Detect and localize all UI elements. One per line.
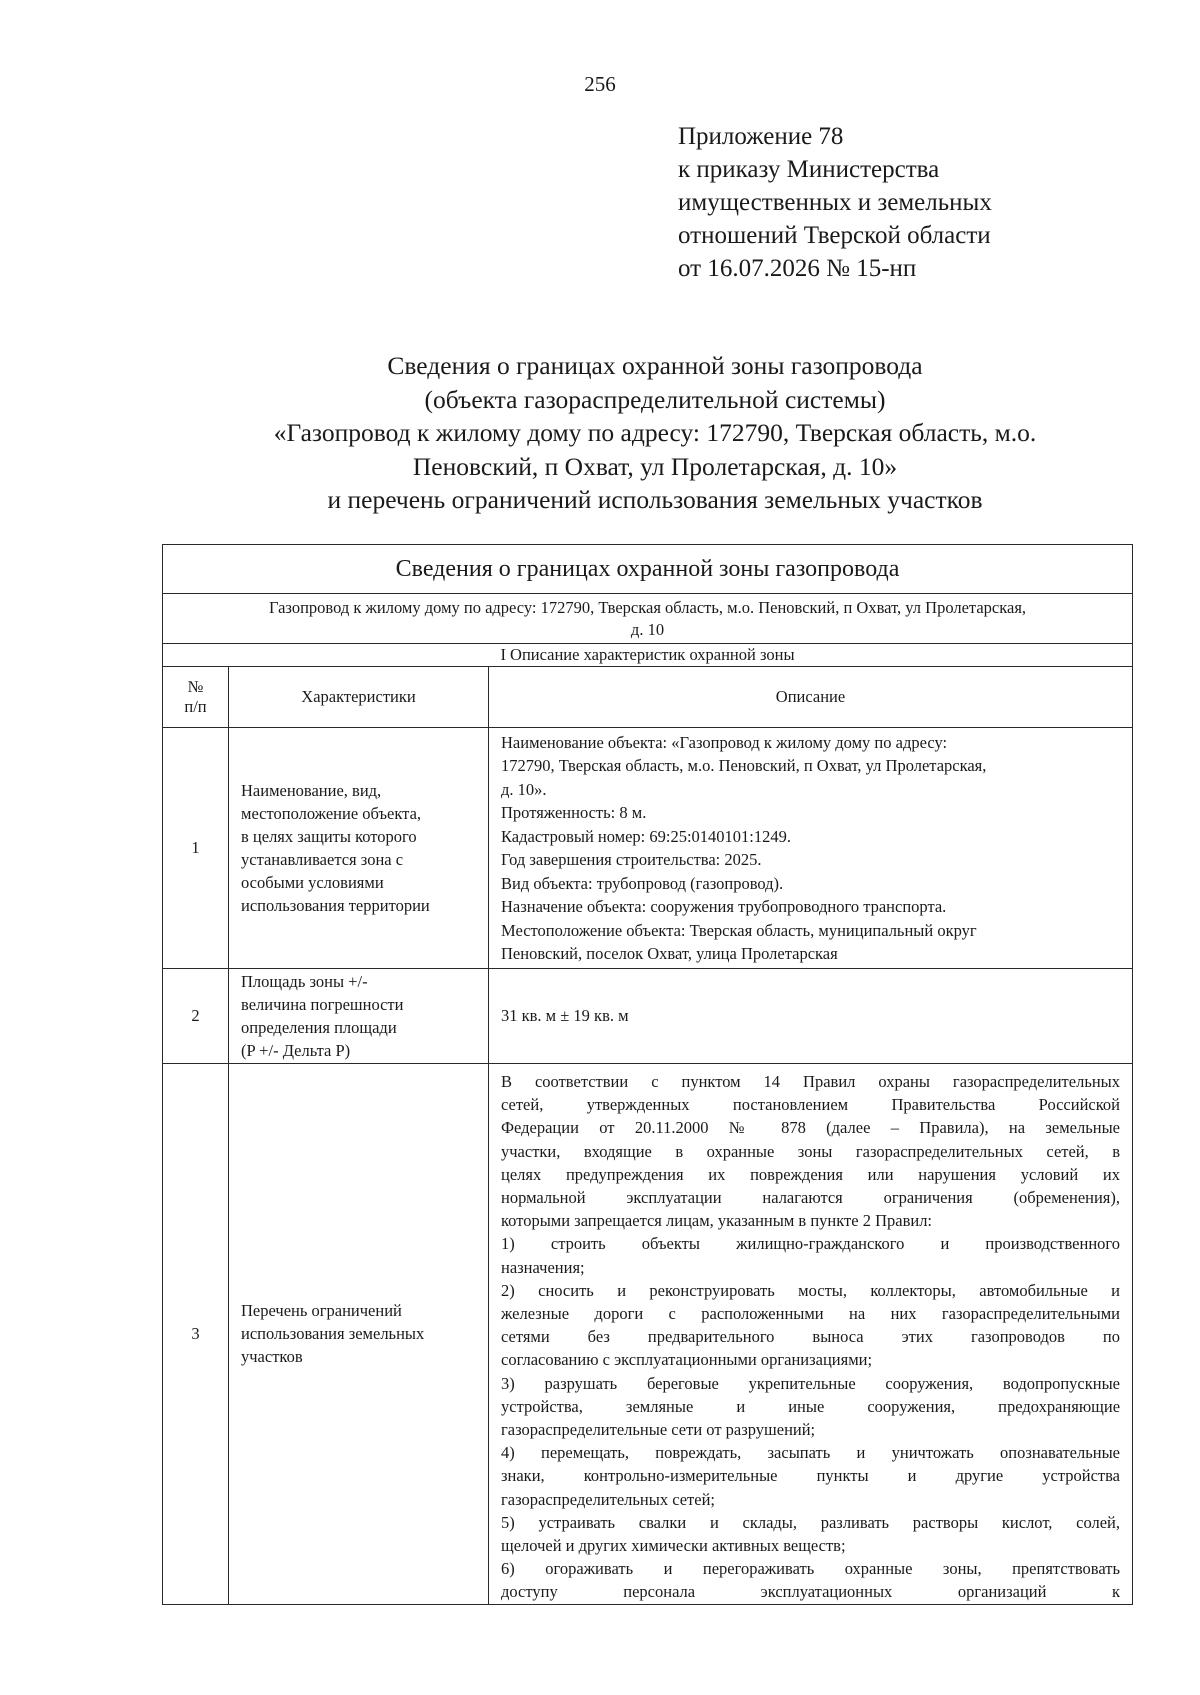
- label-line: участков: [241, 1347, 303, 1367]
- header-num-line: п/п: [184, 697, 207, 716]
- desc-line: доступу персонала эксплуатационных организаций к: [501, 1582, 1121, 1602]
- appendix-line: от 16.07.2026 № 15-нп: [678, 255, 917, 282]
- label-line: использования территории: [241, 896, 430, 915]
- row-label: [229, 728, 489, 969]
- table-row: [163, 1064, 1133, 1605]
- desc-line: 4) перемещать, повреждать, засыпать и уничтожать опознавательные: [501, 1443, 1121, 1463]
- appendix-block: [678, 120, 992, 285]
- header-num-line: №: [187, 677, 204, 696]
- table-object-row: [163, 594, 1133, 644]
- row-description: [489, 969, 1133, 1064]
- desc-line: Назначение объекта: сооружения трубопроводного транспорта.: [501, 897, 947, 916]
- label-line: местоположение объекта,: [241, 804, 422, 823]
- row-description: [489, 1064, 1133, 1605]
- desc-line: 6) огораживать и перегораживать охранные зоны, препятствовать: [501, 1559, 1121, 1579]
- desc-line: 172790, Тверская область, м.о. Пеновский, п Охват, ул Пролетарская,: [501, 756, 987, 775]
- desc-line: газораспределительных сетей;: [501, 1489, 716, 1509]
- object-line: Газопровод к жилому дому по адресу: 172790, Тверская область, м.о. Пеновский, п Охват, ул Пролетарская,: [268, 597, 1027, 617]
- desc-line: Пеновский, поселок Охват, улица Пролетарская: [501, 944, 838, 963]
- appendix-line: Приложение 78: [678, 123, 844, 150]
- title-line: и перечень ограничений использования земельных участков: [327, 485, 983, 514]
- label-line: в целях защиты которого: [241, 827, 417, 846]
- label-line: Перечень ограничений: [241, 1301, 402, 1321]
- desc-line: Кадастровый номер: 69:25:0140101:1249.: [501, 826, 792, 846]
- desc-line: сетями без предварительного выноса этих газопроводов по: [501, 1327, 1121, 1347]
- table-title: Сведения о границах охранной зоны газопровода: [163, 545, 1133, 594]
- desc-line: согласованию с эксплуатационными организациями;: [501, 1350, 873, 1370]
- row-num: 1: [163, 728, 229, 969]
- document-title: [150, 349, 1160, 517]
- appendix-line: имущественных и земельных: [678, 189, 992, 216]
- title-line: Пеновский, п Охват, ул Пролетарская, д. 10»: [412, 451, 898, 481]
- table-header-row: [163, 667, 1133, 728]
- header-num: [163, 667, 229, 728]
- desc-line: устройства, земляные и иные сооружения, предохраняющие: [501, 1396, 1121, 1416]
- desc-line: сетей, утвержденных постановлением Правительства Российской: [501, 1095, 1121, 1115]
- desc-line: Местоположение объекта: Тверская область, муниципальный округ: [501, 920, 977, 940]
- desc-line: целях предупреждения их повреждения или нарушения условий их: [501, 1164, 1121, 1184]
- table-title-row: [163, 545, 1133, 594]
- desc-line: 2) сносить и реконструировать мосты, коллекторы, автомобильные и: [501, 1280, 1121, 1300]
- label-line: (P +/- Дельта P): [241, 1041, 351, 1060]
- table-section-title: I Описание характеристик охранной зоны: [163, 644, 1133, 667]
- desc-line: назначения;: [501, 1257, 585, 1277]
- desc-line: которыми запрещается лицам, указанным в пункте 2 Правил:: [501, 1211, 933, 1231]
- row-num: 3: [163, 1064, 229, 1605]
- table-section-row: [163, 644, 1133, 667]
- appendix-line: к приказу Министерства: [678, 156, 940, 183]
- header-description: Описание: [489, 667, 1133, 728]
- table-row: [163, 969, 1133, 1064]
- row-description: [489, 728, 1133, 969]
- desc-line: железные дороги с расположенными на них газораспределительными: [501, 1304, 1121, 1324]
- title-line: «Газопровод к жилому дому по адресу: 172790, Тверская область, м.о.: [273, 418, 1037, 447]
- desc-line: Вид объекта: трубопровод (газопровод).: [501, 873, 784, 893]
- label-line: устанавливается зона с: [241, 850, 404, 869]
- object-line: д. 10: [630, 619, 665, 639]
- row-label: [229, 969, 489, 1064]
- desc-line: щелочей и других химически активных веществ;: [501, 1536, 846, 1556]
- desc-line: д. 10».: [501, 779, 547, 799]
- page-number: 256: [584, 72, 616, 96]
- table-row: [163, 728, 1133, 969]
- table-object-name: [163, 594, 1133, 644]
- row-num: 2: [163, 969, 229, 1064]
- row-label: [229, 1064, 489, 1605]
- label-line: Наименование, вид,: [241, 781, 382, 800]
- desc-line: участки, входящие в охранные зоны газораспределительных сетей, в: [501, 1141, 1121, 1161]
- desc-line: 1) строить объекты жилищно-гражданского и производственного: [501, 1234, 1121, 1254]
- label-line: особыми условиями: [241, 873, 384, 892]
- label-line: величина погрешности: [241, 995, 404, 1014]
- protection-zone-table: [162, 544, 1133, 1605]
- label-line: Площадь зоны +/-: [241, 972, 368, 991]
- desc-line: Наименование объекта: «Газопровод к жилому дому по адресу:: [501, 732, 948, 752]
- title-line: Сведения о границах охранной зоны газопровода: [387, 351, 923, 380]
- label-line: определения площади: [241, 1018, 397, 1037]
- desc-line: 5) устраивать свалки и склады, разливать растворы кислот, солей,: [501, 1512, 1121, 1532]
- desc-line: Федерации от 20.11.2000 № 878 (далее – Правила), на земельные: [501, 1118, 1121, 1138]
- desc-line: Протяженность: 8 м.: [501, 803, 647, 822]
- desc-line: Год завершения строительства: 2025.: [501, 850, 762, 869]
- desc-line: В соответствии с пунктом 14 Правил охраны газораспределительных: [501, 1072, 1121, 1091]
- title-line: (объекта газораспределительной системы): [424, 384, 886, 414]
- desc-line: газораспределительные сети от разрушений;: [501, 1420, 816, 1440]
- header-characteristic: Характеристики: [229, 667, 489, 728]
- desc-line: нормальной эксплуатации налагаются ограничения (обременения),: [501, 1188, 1121, 1208]
- desc-line: 3) разрушать береговые укрепительные сооружения, водопропускные: [501, 1373, 1121, 1393]
- desc-line: 31 кв. м ± 19 кв. м: [501, 1006, 629, 1026]
- desc-line: знаки, контрольно-измерительные пункты и другие устройства: [501, 1466, 1121, 1486]
- appendix-line: отношений Тверской области: [678, 222, 991, 249]
- label-line: использования земельных: [241, 1324, 425, 1344]
